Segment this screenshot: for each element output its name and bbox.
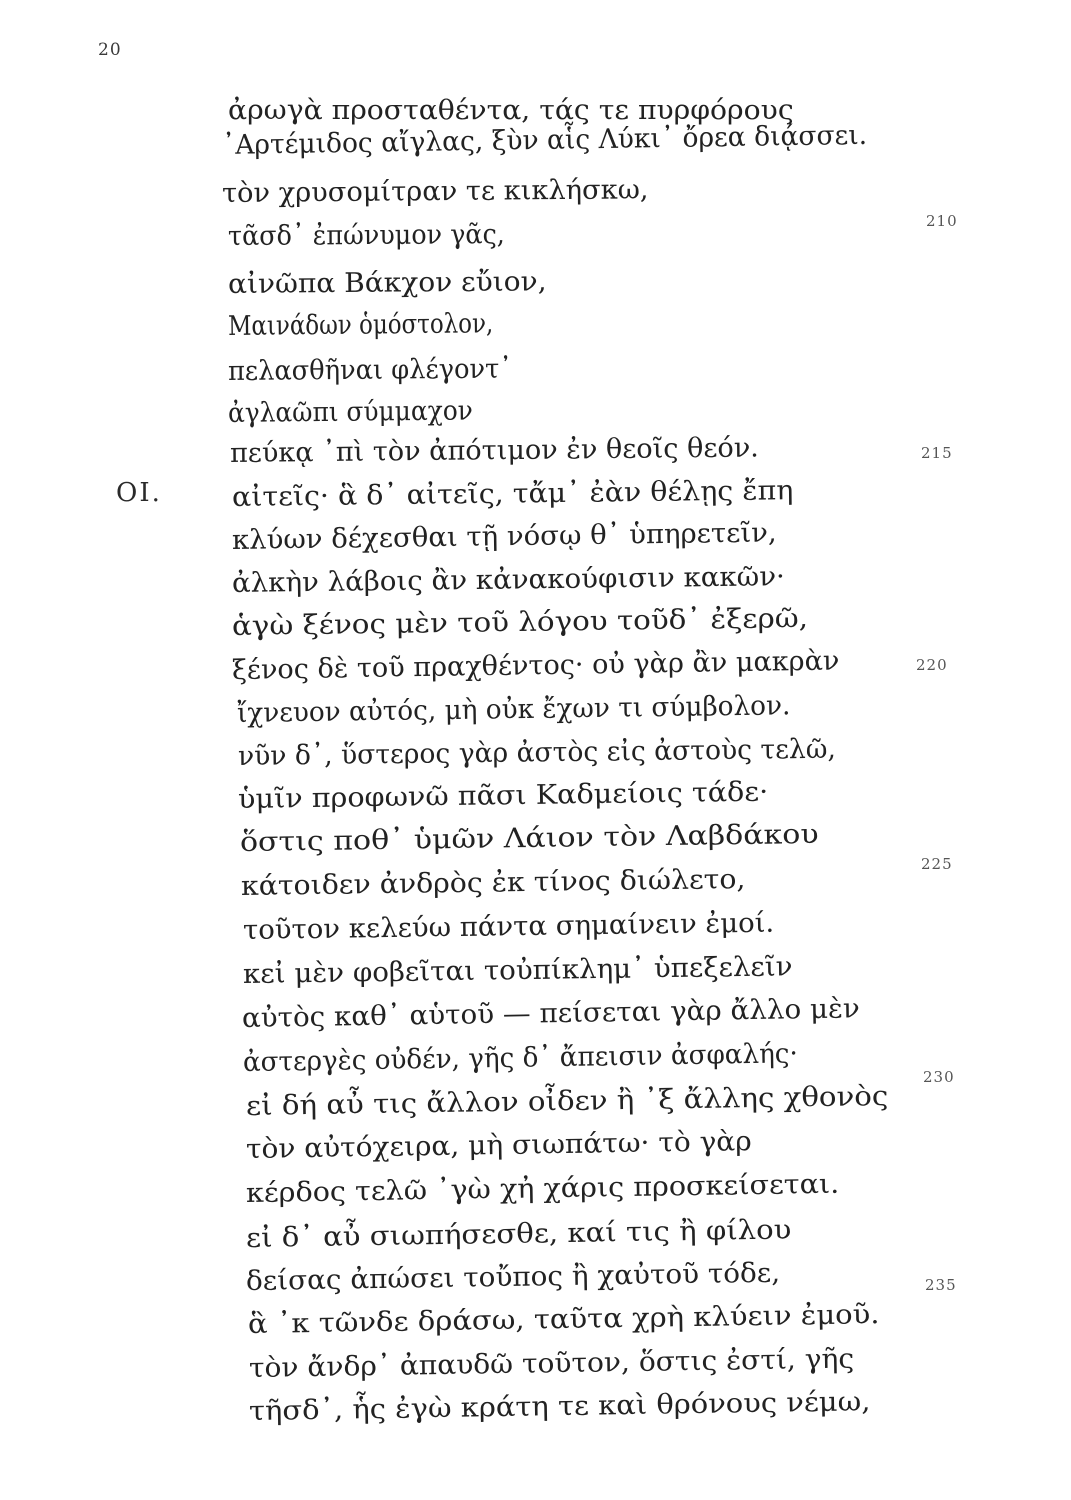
verse-line: αἰνῶπα Βάκχον εὔιον, xyxy=(227,266,547,300)
line-number: 215 xyxy=(921,444,953,462)
verse-line: Μαινάδων ὁμόστολον, xyxy=(227,308,494,342)
verse-line: ξένος δὲ τοῦ πραχθέντος· οὐ γὰρ ἂν μακρὰν xyxy=(231,645,840,686)
verse-line: δείσας ἀπώσει τοὔπος ἢ χαὐτοῦ τόδε, xyxy=(245,1257,781,1297)
verse-line: κέρδος τελῶ ᾿γὼ χἠ χάρις προσκείσεται. xyxy=(245,1168,840,1209)
line-number: 210 xyxy=(926,212,958,230)
verse-line: πελασθῆναι φλέγοντ᾿ xyxy=(227,353,513,387)
verse-line: ἃ ᾿κ τῶνδε δράσω, ταῦτα χρὴ κλύειν ἐμοῦ. xyxy=(247,1299,880,1340)
verse-line: ἀλκὴν λάβοις ἂν κἀνακούφισιν κακῶν· xyxy=(231,561,786,599)
verse-line: ὅστις ποθ᾿ ὑμῶν Λάιον τὸν Λαβδάκου xyxy=(239,818,819,858)
verse-line: τὸν χρυσομίτραν τε κικλήσκω, xyxy=(221,174,649,209)
verse-line: εἰ δ᾿ αὖ σιωπήσεσθε, καί τις ἢ φίλου xyxy=(245,1214,792,1254)
verse-line: κάτοιδεν ἀνδρὸς ἐκ τίνος διώλετο, xyxy=(240,863,746,902)
verse-line: κεἰ μὲν φοβεῖται τοὐπίκλημ᾿ ὑπεξελεῖν xyxy=(242,951,793,990)
verse-line: νῦν δ᾿, ὕστερος γὰρ ἀστὸς εἰς ἀστοὺς τελῶ, xyxy=(237,733,837,772)
verse-line: ὑμῖν προφωνῶ πᾶσι Καδμείοις τάδε· xyxy=(237,776,769,815)
verse-line: αὐτὸς καθ᾿ αὑτοῦ — πείσεται γὰρ ἄλλο μὲν xyxy=(241,993,861,1034)
line-number: 225 xyxy=(921,855,953,873)
verse-line: τὸν αὐτόχειρα, μὴ σιωπάτω· τὸ γὰρ xyxy=(245,1126,752,1165)
verse-line: ἁγὼ ξένος μὲν τοῦ λόγου τοῦδ᾿ ἐξερῶ, xyxy=(231,602,809,642)
verse-line: τῆσδ᾿, ἧς ἐγὼ κράτη τε καὶ θρόνους νέμω, xyxy=(248,1386,871,1427)
line-number: 230 xyxy=(923,1068,955,1086)
verse-line: πεύκᾳ ᾿πὶ τὸν ἀπότιμον ἐν θεοῖς θεόν. xyxy=(229,432,760,469)
line-number: 235 xyxy=(925,1276,957,1294)
page-number: 20 xyxy=(98,40,122,60)
verse-line: ἀγλαῶπι σύμμαχον xyxy=(227,395,474,429)
verse-line: ἀρωγὰ προσταθέντα, τάς τε πυρφόρους xyxy=(228,95,794,126)
verse-line: ἴχνευον αὐτός, μὴ οὐκ ἔχων τι σύμβολον. xyxy=(236,690,791,729)
verse-line: τὸν ἄνδρ᾿ ἀπαυδῶ τοῦτον, ὅστις ἐστί, γῆς xyxy=(248,1343,855,1384)
verse-line: εἰ δή αὖ τις ἄλλον οἶδεν ἢ ᾿ξ ἄλλης χθονὸς xyxy=(245,1080,889,1122)
verse-line: αἰτεῖς· ἃ δ᾿ αἰτεῖς, τἄμ᾿ ἐὰν θέλῃς ἔπη xyxy=(231,475,794,513)
verse-line: ᾿Αρτέμιδος αἴγλας, ξὺν αἷς Λύκι᾿ ὄρεα διᾴσσει. xyxy=(221,119,868,161)
verse-line: ἀστεργὲς οὐδέν, γῆς δ᾿ ἄπεισιν ἀσφαλής· xyxy=(242,1038,799,1078)
verse-line: κλύων δέχεσθαι τῇ νόσῳ θ᾿ ὑπηρετεῖν, xyxy=(231,517,777,556)
verse-line: τοῦτον κελεύω πάντα σημαίνειν ἐμοί. xyxy=(242,907,775,946)
line-number: 220 xyxy=(916,656,948,674)
speaker-label: ΟΙ. xyxy=(116,478,162,508)
verse-line: τᾶσδ᾿ ἐπώνυμον γᾶς, xyxy=(227,219,505,252)
